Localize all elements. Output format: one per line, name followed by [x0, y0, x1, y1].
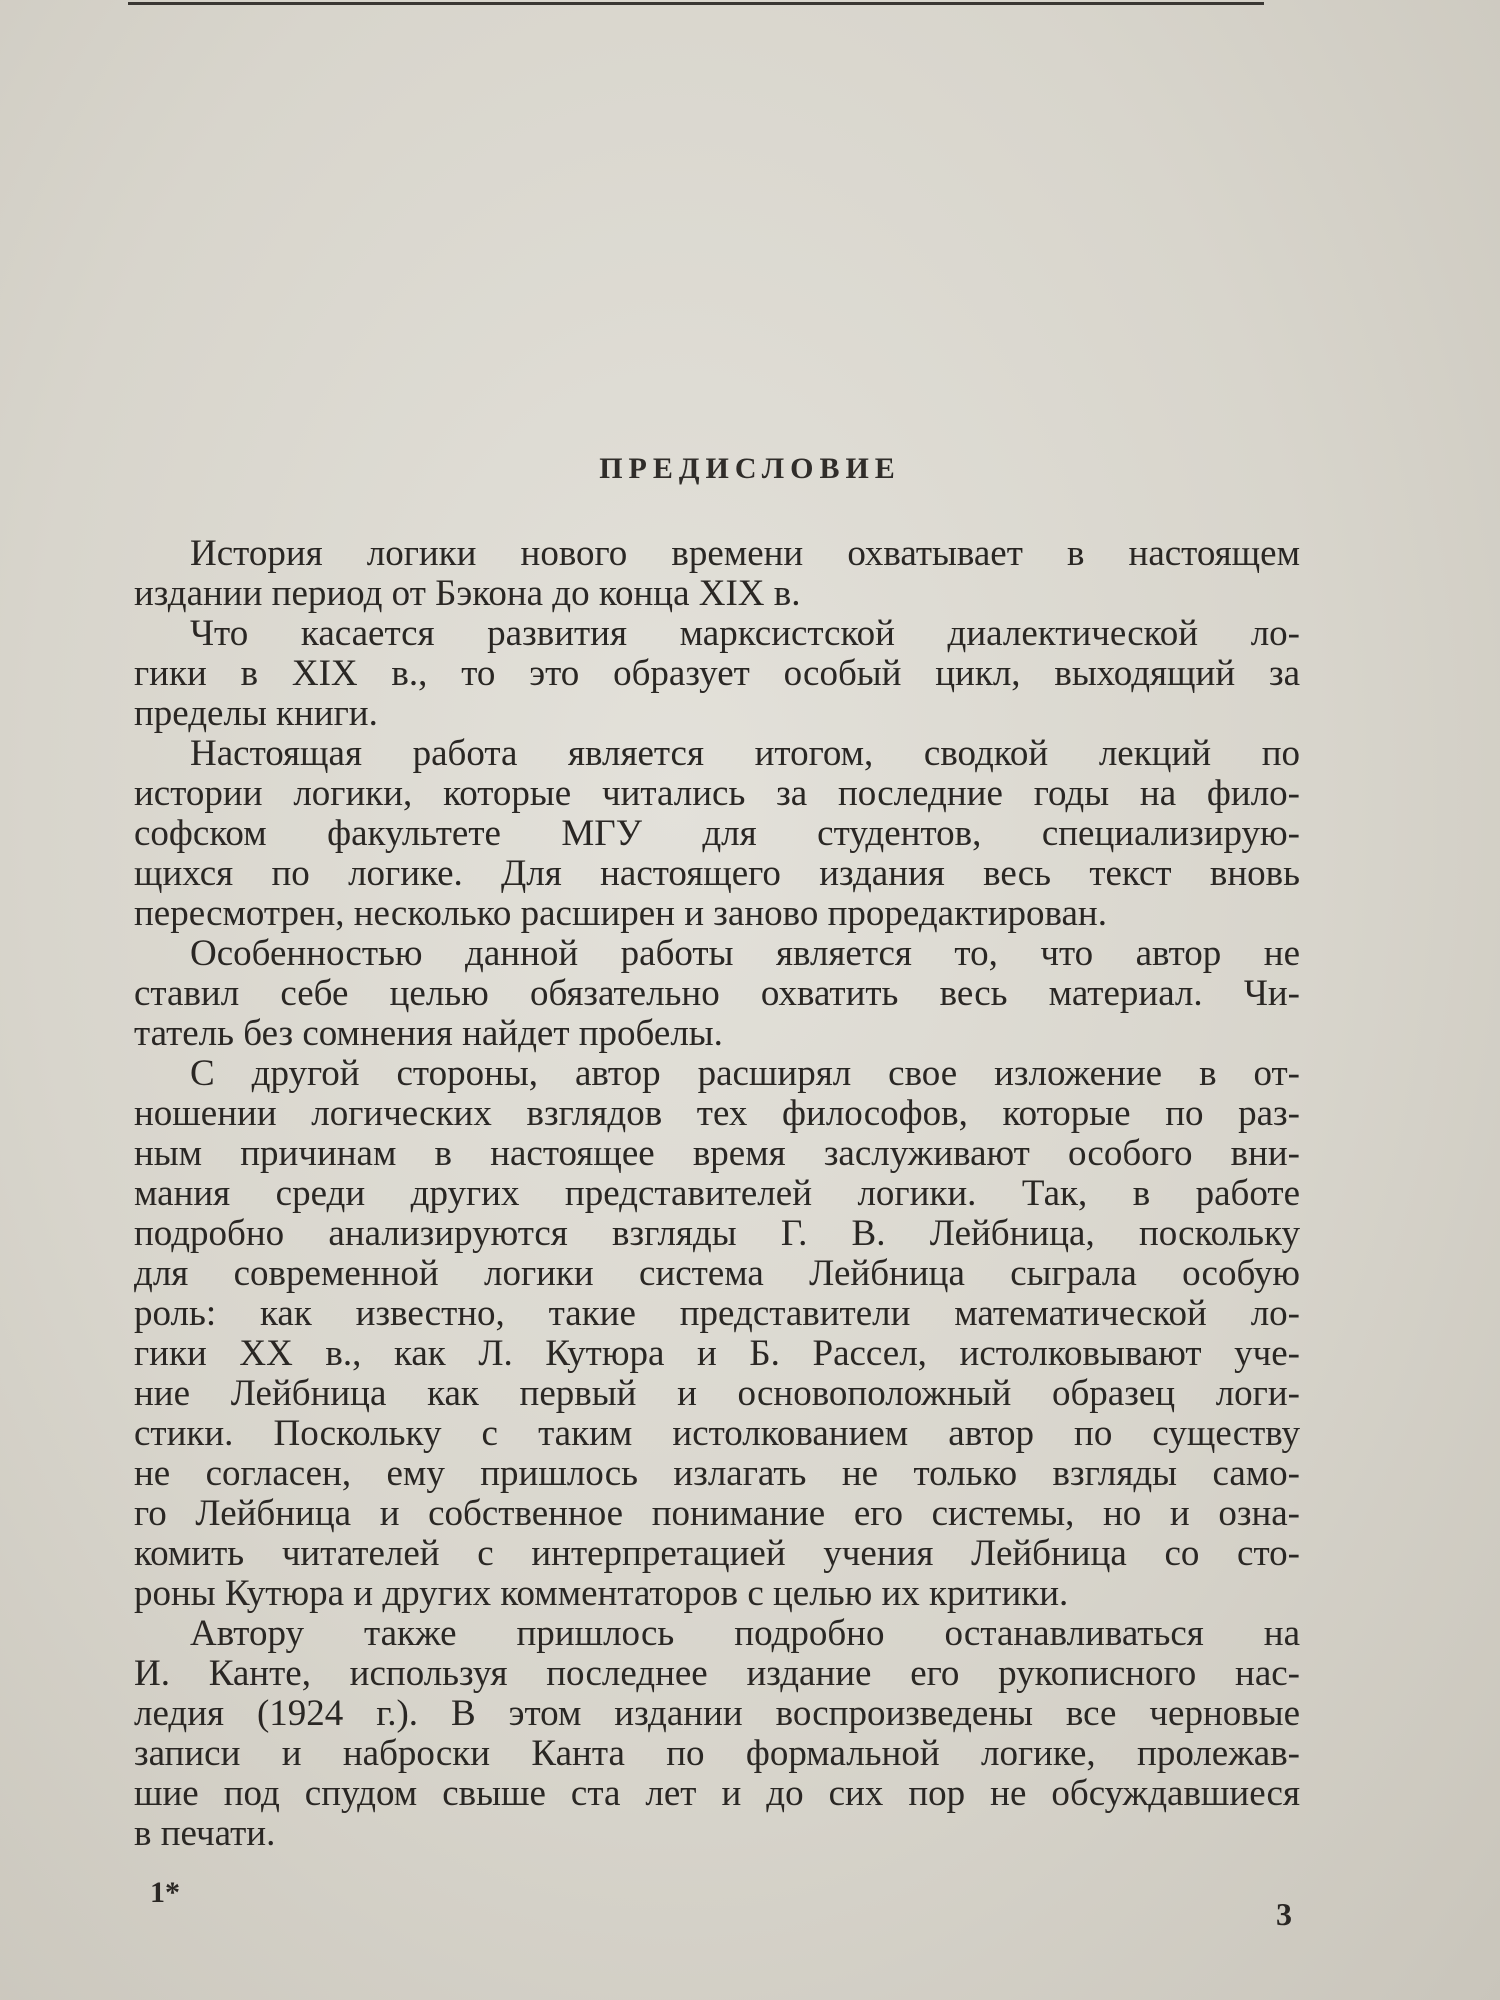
text-line: И. Канте, используя последнее издание его рукописного нас-: [134, 1653, 1300, 1694]
text-line: ледия (1924 г.). В этом издании воспроизведены все черновые: [134, 1693, 1300, 1734]
text-line: ным причинам в настоящее время заслуживают особого вни-: [134, 1133, 1300, 1174]
text-line: ставил себе целью обязательно охватить весь материал. Чи-: [134, 973, 1300, 1014]
text-line: роль: как известно, такие представители математической ло-: [134, 1293, 1300, 1334]
page-title: ПРЕДИСЛОВИЕ: [599, 452, 901, 485]
text-line: шие под спудом свыше ста лет и до сих пор не обсуждавшиеся: [134, 1773, 1300, 1814]
text-line: С другой стороны, автор расширял свое изложение в от-: [190, 1053, 1300, 1094]
text-line: го Лейбница и собственное понимание его системы, но и озна-: [134, 1493, 1300, 1534]
text-line: История логики нового времени охватывает в настоящем: [190, 533, 1300, 574]
text-line: записи и наброски Канта по формальной логике, пролежав-: [134, 1733, 1300, 1774]
text-line: гики в XIX в., то это образует особый цикл, выходящий за: [134, 653, 1300, 694]
text-line: подробно анализируются взгляды Г. В. Лейбница, поскольку: [134, 1213, 1300, 1254]
text-line: истории логики, которые читались за последние годы на фило-: [134, 773, 1300, 814]
text-line: мания среди других представителей логики. Так, в работе: [134, 1173, 1300, 1214]
top-rule: [128, 2, 1264, 5]
text-line: гики XX в., как Л. Кутюра и Б. Рассел, истолковывают уче-: [134, 1333, 1300, 1374]
text-line: в печати.: [134, 1813, 276, 1854]
text-line: комить читателей с интерпретацией учения Лейбница со сто-: [134, 1533, 1300, 1574]
text-line: татель без сомнения найдет пробелы.: [134, 1013, 723, 1054]
text-line: ношении логических взглядов тех философов, которые по раз-: [134, 1093, 1300, 1134]
text-line: для современной логики система Лейбница сыграла особую: [134, 1253, 1300, 1294]
text-line: стики. Поскольку с таким истолкованием автор по существу: [134, 1413, 1300, 1454]
text-line: ние Лейбница как первый и основоположный образец логи-: [134, 1373, 1300, 1414]
text-line: Что касается развития марксистской диалектической ло-: [190, 613, 1300, 654]
text-line: щихся по логике. Для настоящего издания весь текст вновь: [134, 853, 1300, 894]
text-line: роны Кутюра и других комментаторов с целью их критики.: [134, 1573, 1069, 1614]
text-line: издании период от Бэкона до конца XIX в.: [134, 573, 801, 614]
signature-mark: 1*: [150, 1876, 180, 1909]
text-line: Особенностью данной работы является то, что автор не: [190, 933, 1300, 974]
text-line: Настоящая работа является итогом, сводкой лекций по: [190, 733, 1300, 774]
text-line: не согласен, ему пришлось излагать не только взгляды само-: [134, 1453, 1300, 1494]
body-text: [134, 534, 1300, 1854]
text-line: софском факультете МГУ для студентов, специализирую-: [134, 813, 1300, 854]
text-line: пределы книги.: [134, 693, 378, 734]
page-number: 3: [1276, 1896, 1292, 1932]
text-line: пересмотрен, несколько расширен и заново проредактирован.: [134, 893, 1107, 934]
text-line: Автору также пришлось подробно останавливаться на: [190, 1613, 1300, 1654]
